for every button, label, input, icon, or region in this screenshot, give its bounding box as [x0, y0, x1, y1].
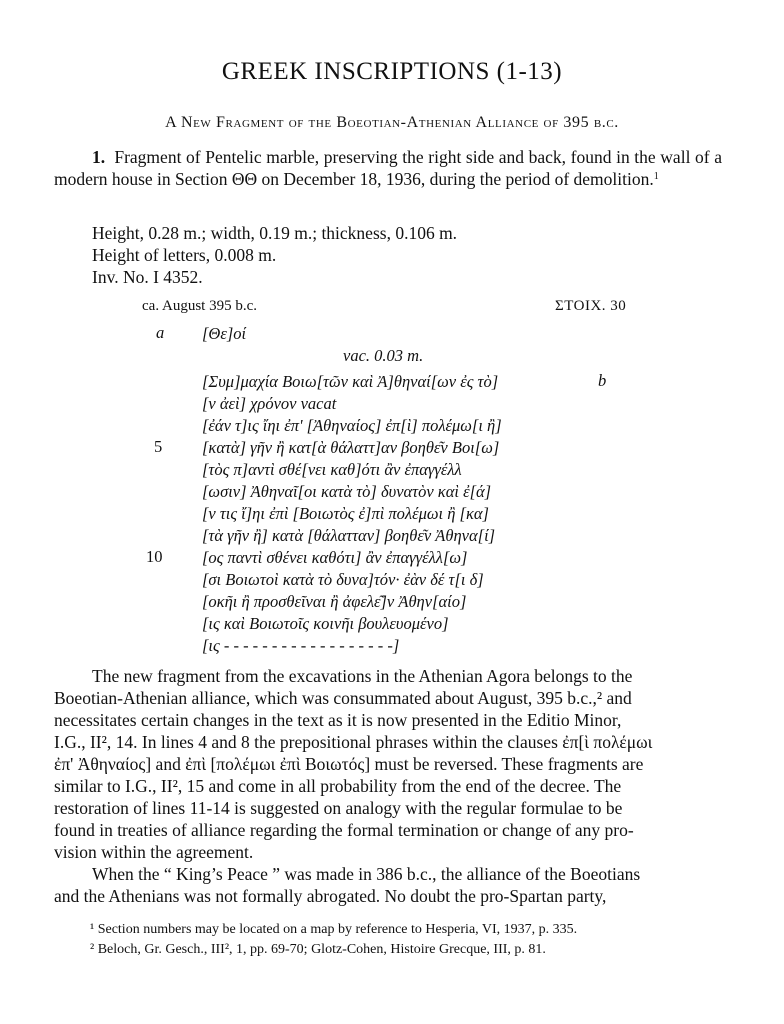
inscription-line: [ωσιν] Ἀθηναῖ[οι κατὰ τὸ] δυνατὸν καὶ ἐ[ά]: [202, 482, 492, 501]
inscription-text: [202, 371, 502, 657]
line-number-5: 5: [154, 437, 163, 456]
body-line: found in treaties of alliance regarding the formal termination or change of any pro-: [54, 820, 634, 840]
body-line: similar to I.G., II², 15 and come in all probability from the end of the decree. The: [54, 776, 622, 796]
footnote-2: ² Beloch, Gr. Gesch., III², 1, pp. 69-70; Glotz-Cohen, Histoire Grecque, III, p. 81.: [90, 942, 546, 957]
inscription-line: [Συμ]μαχία Βοιω[τῶν καὶ Ἀ]θηναί[ων ἐς τὸ]: [202, 372, 499, 391]
page-title: GREEK INSCRIPTIONS (1-13): [221, 58, 563, 85]
vacat-note: vac. 0.03 m.: [343, 346, 424, 365]
intro-text: Fragment of Pentelic marble, preserving the right side and back, found in the wall of a modern house in Section ΘΘ on December 18, 1936, during the period of demolition.: [54, 147, 723, 189]
body-paragraph-2: [54, 863, 722, 907]
inscription-heading: [Θε]οί: [202, 324, 247, 343]
footnote-ref: 1: [653, 171, 659, 182]
inscription-line: [τὸς π]αντὶ σθέ[νει καθ]ότι ἂν ἐπαγγέλλ: [202, 460, 462, 479]
body-line: restoration of lines 11-14 is suggested on analogy with the regular formulae to be: [54, 798, 623, 818]
inscription-line: [ις - - - - - - - - - - - - - - - - - -]: [202, 636, 400, 655]
item-number: 1.: [92, 147, 106, 167]
dimensions-line: Height of letters, 0.008 m.: [92, 245, 277, 265]
inscription-line: [ις καὶ Βοιωτοῖς κοινῆι βουλευομένο]: [202, 614, 449, 633]
body-line: vision within the agreement.: [54, 842, 254, 862]
body-line: When the “ King’s Peace ” was made in 386 b.c., the alliance of the Boeotians: [92, 864, 641, 884]
dimensions-line: Inv. No. I 4352.: [92, 267, 203, 287]
body-line: necessitates certain changes in the text as it is now presented in the Editio Minor,: [54, 710, 622, 730]
inscription-line: [τὰ γῆν ἢ] κατὰ [θάλατταν] βοηθε͂ν Ἀθηνα[ί]: [202, 526, 496, 545]
article-subtitle: A New Fragment of the Boeotian-Athenian Alliance of 395 b.c.: [165, 114, 619, 131]
intro-paragraph: [54, 146, 722, 190]
footnote-1: ¹ Section numbers may be located on a map by reference to Hesperia, VI, 1937, p. 335.: [90, 922, 578, 937]
dimensions-block: [92, 222, 457, 288]
inscription-line: [ος παντὶ σθένει καθότι] ἂν ἐπαγγέλλ[ω]: [202, 548, 468, 567]
fragment-label-b: b: [598, 371, 607, 390]
fragment-label-a: a: [156, 323, 165, 342]
inscription-date: ca. August 395 b.c.: [142, 298, 257, 314]
body-line: and the Athenians was not formally abrogated. No doubt the pro-Spartan party,: [54, 886, 607, 906]
inscription-line: [ν τις ἴ]ηι ἐπὶ [Βοιωτὸς ἐ]πὶ πολέμωι ἢ [κα]: [202, 504, 489, 523]
inscription-line: [κατὰ] γῆν ἢ κατ[ὰ θάλαττ]αν βοηθε͂ν Βοι[ω]: [202, 438, 500, 457]
line-number-10: 10: [146, 547, 163, 566]
inscription-line: [ἐάν τ]ις ἴηι ἐπ' [Ἀθηναίος] ἐπ[ὶ] πολέμω[ι ἢ]: [202, 416, 502, 435]
inscription-line: [σι Βοιωτοὶ κατὰ τὸ δυνα]τόν· ἐὰν δέ τ[ι δ]: [202, 570, 484, 589]
body-line: ἐπ' Ἀθηναίος] and ἐπὶ [πολέμωι ἐπὶ Βοιωτός] must be reversed. These fragments are: [54, 754, 644, 774]
body-line: I.G., II², 14. In lines 4 and 8 the prepositional phrases within the clauses ἐπ[ὶ πολέμωι: [54, 732, 653, 752]
body-line: The new fragment from the excavations in the Athenian Agora belongs to the: [92, 666, 633, 686]
inscription-line: [ν ἀεὶ] χρόνον vacat: [202, 394, 337, 413]
body-line: Boeotian-Athenian alliance, which was consummated about August, 395 b.c.,² and: [54, 688, 632, 708]
inscription-line: [οκῆι ἢ προσθεῖναι ἢ ἀφελε͂]ν Ἀθην[αίο]: [202, 592, 467, 611]
dimensions-line: Height, 0.28 m.; width, 0.19 m.; thickness, 0.106 m.: [92, 223, 458, 243]
body-paragraph-1: [54, 665, 722, 863]
stoichedon-label: ΣΤΟΙΧ. 30: [555, 298, 627, 314]
